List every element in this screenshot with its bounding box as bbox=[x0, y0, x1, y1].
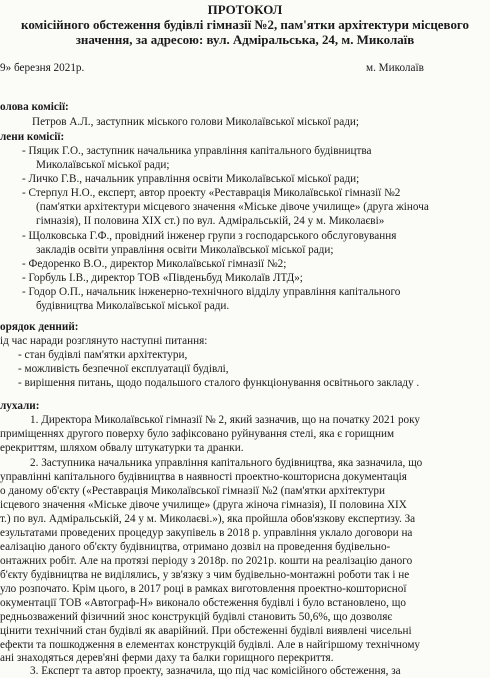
body-line: езультатами проведених процедур закупівель в 2018 р. управління уклало договори на bbox=[0, 527, 413, 539]
member-line: - Федоренко В.О., директор Миколаївської гімназії №2; bbox=[22, 258, 287, 270]
body-line: ісцевого значення «Міське дівоче училище» (друга жіноча гімназія), II половина XIX bbox=[0, 499, 407, 511]
agenda-heading: орядок денний: bbox=[0, 321, 79, 333]
body-line: б'єкту будівництва не виділялись, у зв'язку з чим будівельно-монтажні роботи так і не bbox=[0, 569, 410, 581]
body-line: т.) по вул. Адміральській, 24 у м. Миколаєві.»), яка пройшла обов'язкову експертизу. За bbox=[0, 513, 416, 525]
agenda-intro: ід час наради розглянуто наступні питання: bbox=[0, 335, 208, 347]
document-subtitle-line-2: значення, за адресою: вул. Адміральська, 24, м. Миколаїв bbox=[75, 32, 415, 47]
document-subtitle-line-1: комісійного обстеження будівлі гімназії №2, пам'ятки архітектури місцевого bbox=[21, 17, 469, 32]
member-line: гімназія), II половина XIX ст.) по вул. Адміральській, 24 у м. Миколаєві» bbox=[36, 215, 385, 227]
body-line: окументації ТОВ «Автограф-Н» виконало обстеження будівлі і було встановлено, що bbox=[0, 597, 406, 609]
body-line: 2. Заступника начальника управління капітального будівництва, яка зазначила, що bbox=[30, 457, 423, 469]
members-heading: лени комісії: bbox=[0, 131, 65, 143]
agenda-item: - вирішення питань, щодо подальшого сталого функціонування освітнього закладу . bbox=[18, 377, 420, 389]
body-line: цінити технічний стан будівлі як аварійний. При обстеженні будівлі виявлені чисельні bbox=[0, 625, 412, 637]
body-line: ерекриттям, шляхом обвалу штукатурки та дранки. bbox=[0, 442, 244, 454]
chair-heading: олова комісії: bbox=[0, 101, 69, 113]
member-line: - Щолковська Г.Ф., провідний інженер групи з господарського обслуговування bbox=[22, 230, 397, 242]
document-title: ПРОТОКОЛ bbox=[207, 2, 283, 17]
agenda-item: - стан будівлі пам'ятки архітектури, bbox=[18, 349, 188, 361]
protocol-date: 9» березня 2021р. bbox=[0, 62, 85, 74]
member-line: - Годор О.П., начальник інженерно-технічного відділу управління капітального bbox=[22, 286, 401, 298]
body-line: приміщеннях другого поверху було зафіксовано руйнування стелі, яка є горищним bbox=[0, 428, 395, 440]
member-line: будівництва Миколаївської міської ради. bbox=[36, 300, 230, 312]
body-line: еалізацію даного об'єкту будівництва, отримано дозвіл на проведення будівельно- bbox=[0, 541, 391, 553]
body-line: редньозважений фізичний знос конструкцій будівлі становить 50,6%, що дозволяє bbox=[0, 611, 393, 623]
commission-chair: Петров А.Л., заступник міського голови Миколаївської міської ради; bbox=[32, 116, 360, 128]
member-line: - Стерпул Н.О., експерт, автор проекту «Реставрація Миколаївської гімназії №2 bbox=[22, 187, 401, 199]
member-line: закладів освіти управління освіти Миколаївської міської ради; bbox=[36, 244, 334, 256]
agenda-item: - можливість безпечної експлуатації будівлі, bbox=[18, 363, 229, 375]
body-line: онтажних робіт. Але на протязі періоду з 2018р. по 2021р. кошти на реалізацію даного bbox=[0, 555, 413, 567]
protocol-city: м. Миколаїв bbox=[366, 62, 424, 74]
member-line: - Горбуль І.В., директор ТОВ «Південьбуд Миколаїв ЛТД»; bbox=[22, 272, 303, 284]
member-line: - Личко Г.В., начальник управління освіти Миколаївської міської ради; bbox=[22, 173, 360, 185]
body-line: ефекти та пошкодження в елементах конструкцій будівлі. Але в найгіршому технічному bbox=[0, 639, 420, 651]
body-line: управлінні капітального будівництва в наявності проектно-кошторисна документація bbox=[0, 471, 407, 483]
body-line: ані знаходяться дерев'яні ферми даху та балки горищного перекриття. bbox=[0, 652, 334, 664]
body-line: уло розпочато. Крім цього, в 2017 році в рамках виготовлення проектно-кошторисної bbox=[0, 583, 407, 595]
member-line: (пам'ятки архітектури місцевого значення «Міське дівоче училище» (друга жіноча bbox=[36, 201, 429, 213]
body-line: 3. Експерт та автор проекту, зазначила, що під час комісійного обстеження, за bbox=[30, 665, 401, 677]
body-line: о даному об'єкту («Реставрація Миколаївської гімназії №2 (пам'ятки архітектури bbox=[0, 485, 386, 497]
body-line: 1. Директора Миколаївської гімназії № 2, який зазначив, що на початку 2021 року bbox=[30, 414, 421, 426]
member-line: Миколаївської міської ради; bbox=[36, 159, 170, 171]
member-line: - Пяцик Г.О., заступник начальника управління капітального будівництва bbox=[22, 145, 372, 157]
heard-heading: лухали: bbox=[0, 400, 40, 412]
